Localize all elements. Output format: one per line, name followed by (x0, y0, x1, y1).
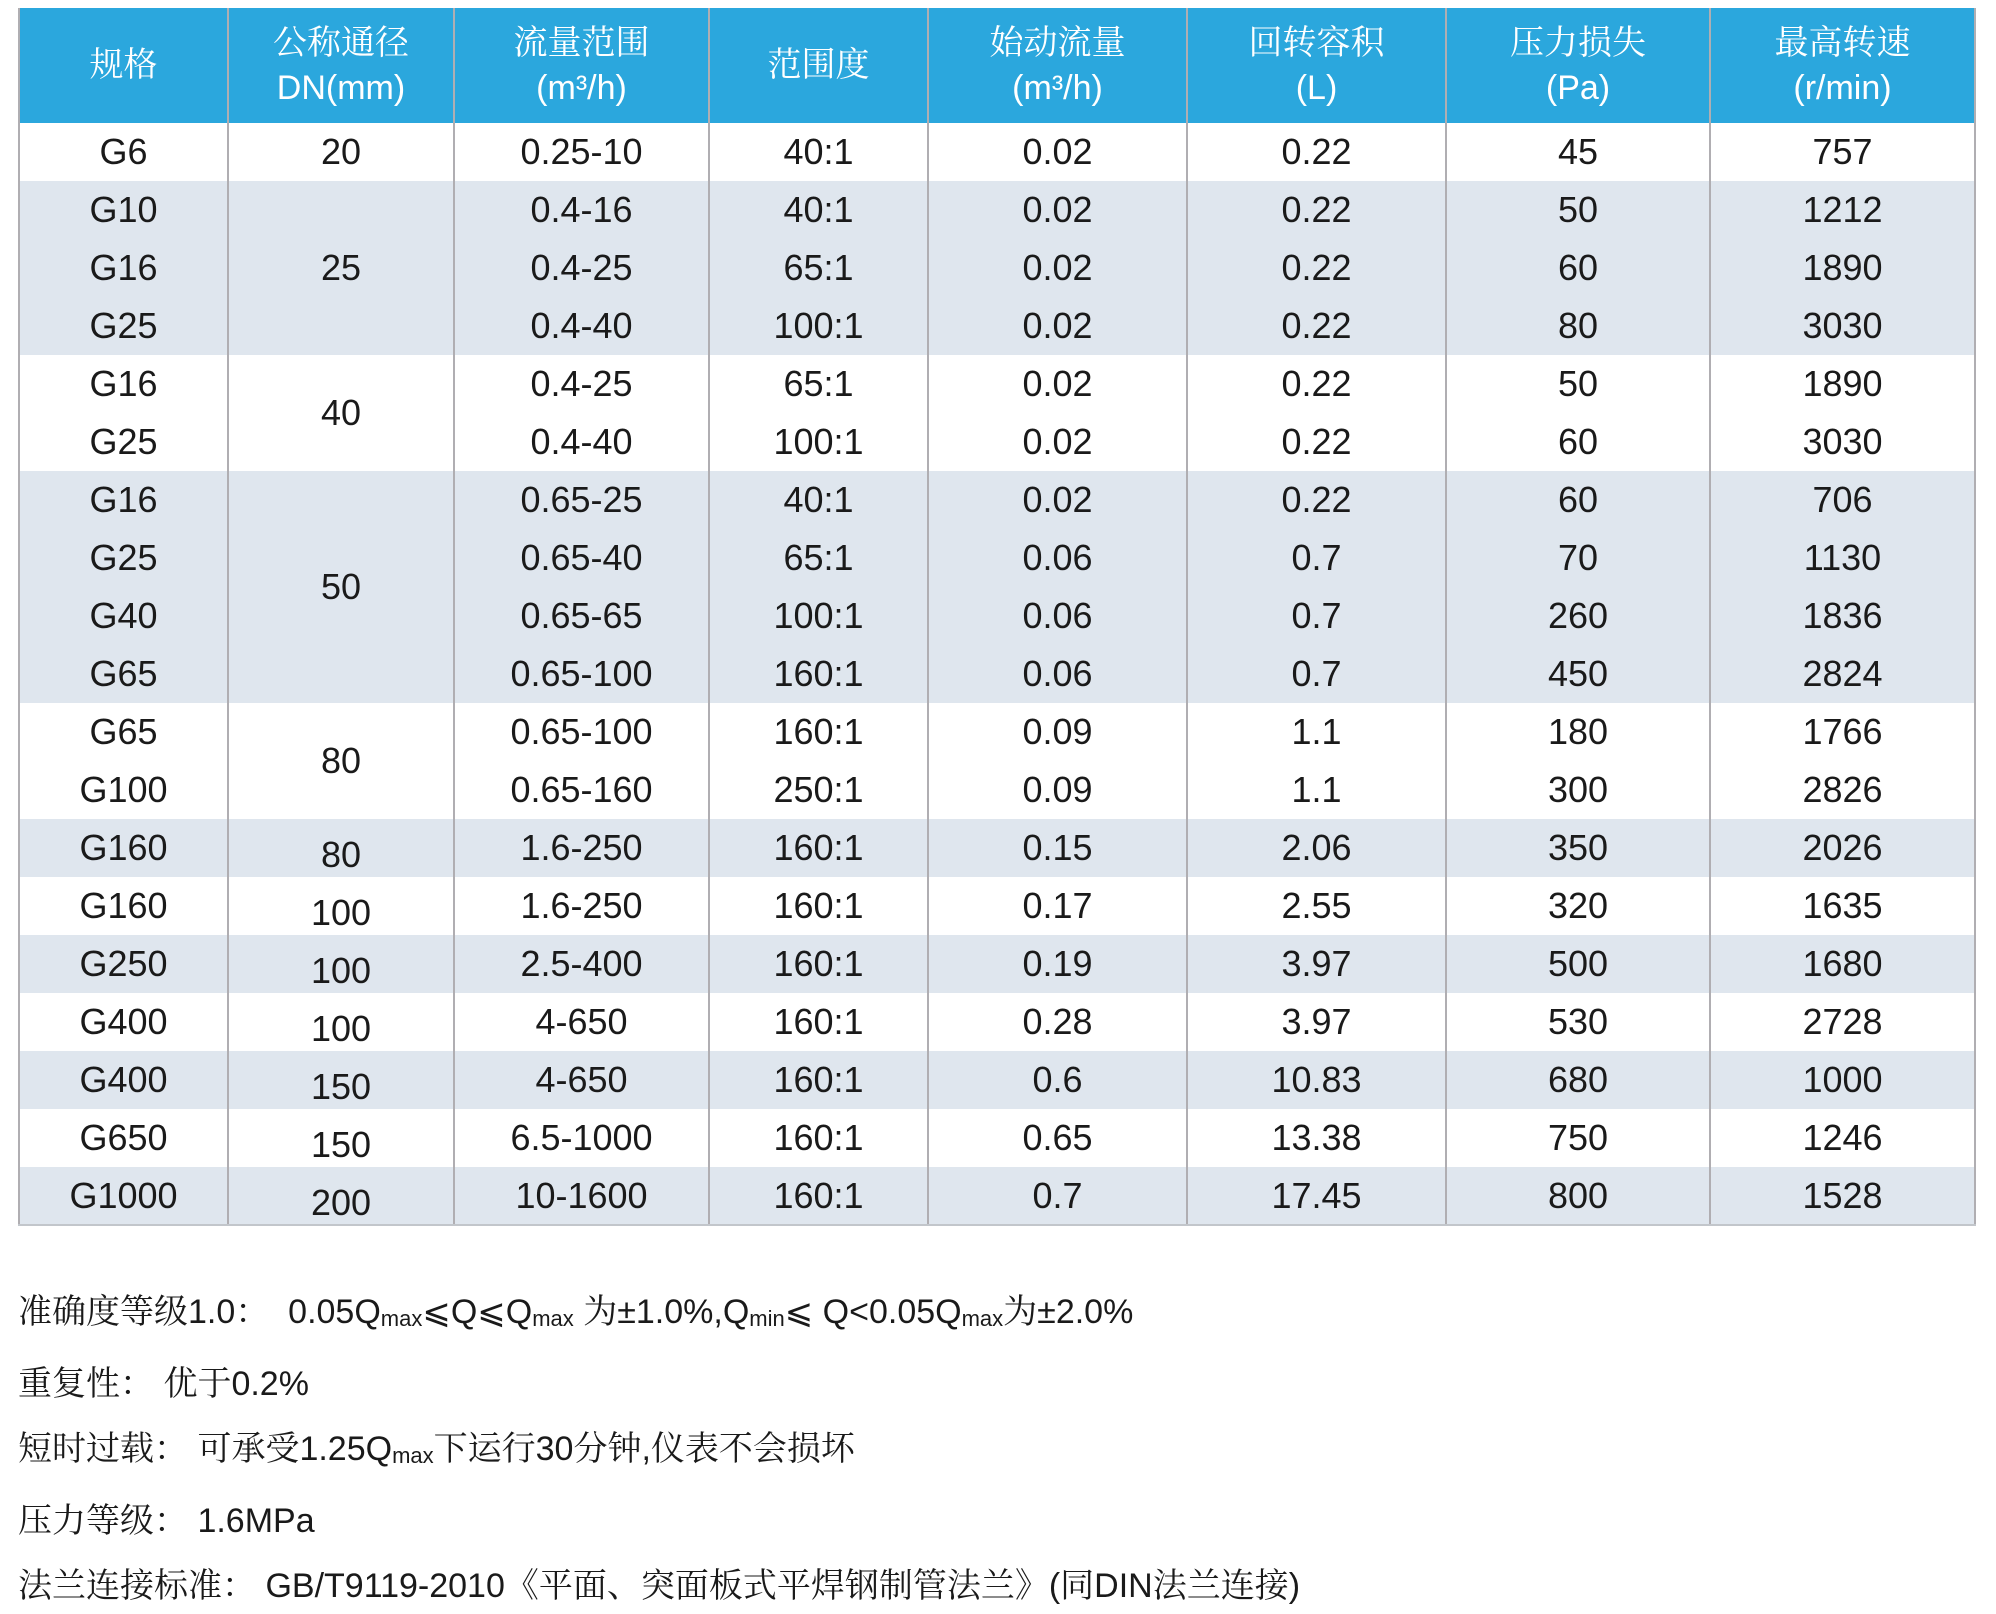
note-line: 重复性： 优于0.2% (18, 1364, 309, 1403)
cell-flow-range: 6.5-1000 (454, 1109, 709, 1167)
cell-flow-range: 0.65-40 (454, 529, 709, 587)
cell-rotary-volume: 3.97 (1187, 935, 1446, 993)
cell-pressure-loss: 50 (1446, 181, 1710, 239)
cell-rangeability: 160:1 (709, 819, 928, 877)
cell-rangeability: 160:1 (709, 877, 928, 935)
cell-rotary-volume: 0.7 (1187, 587, 1446, 645)
cell-max-speed: 1212 (1710, 181, 1975, 239)
column-header-4: 始动流量 (m³/h) (928, 8, 1187, 123)
cell-start-flow: 0.02 (928, 123, 1187, 181)
cell-spec: G100 (19, 761, 228, 819)
cell-rangeability: 40:1 (709, 471, 928, 529)
cell-start-flow: 0.06 (928, 645, 1187, 703)
column-header-2: 流量范围 (m³/h) (454, 8, 709, 123)
column-header-0: 规格 (19, 8, 228, 123)
cell-start-flow: 0.02 (928, 471, 1187, 529)
cell-pressure-loss: 800 (1446, 1167, 1710, 1225)
cell-start-flow: 0.02 (928, 239, 1187, 297)
cell-dn: 40 (228, 355, 454, 471)
cell-rangeability: 160:1 (709, 703, 928, 761)
cell-pressure-loss: 300 (1446, 761, 1710, 819)
table-body (19, 123, 1975, 1225)
cell-start-flow: 0.09 (928, 761, 1187, 819)
cell-spec: G40 (19, 587, 228, 645)
cell-pressure-loss: 320 (1446, 877, 1710, 935)
cell-spec: G25 (19, 529, 228, 587)
cell-start-flow: 0.6 (928, 1051, 1187, 1109)
cell-pressure-loss: 180 (1446, 703, 1710, 761)
cell-max-speed: 1130 (1710, 529, 1975, 587)
cell-flow-range: 0.65-65 (454, 587, 709, 645)
cell-dn: 150 (228, 1051, 454, 1109)
table-row (19, 355, 1975, 413)
cell-max-speed: 2826 (1710, 761, 1975, 819)
table-row (19, 123, 1975, 181)
cell-max-speed: 1766 (1710, 703, 1975, 761)
cell-rotary-volume: 0.22 (1187, 471, 1446, 529)
cell-max-speed: 3030 (1710, 413, 1975, 471)
cell-start-flow: 0.09 (928, 703, 1187, 761)
cell-max-speed: 3030 (1710, 297, 1975, 355)
cell-max-speed: 1000 (1710, 1051, 1975, 1109)
cell-rangeability: 100:1 (709, 297, 928, 355)
cell-spec: G25 (19, 297, 228, 355)
cell-rangeability: 160:1 (709, 1167, 928, 1225)
specs-table (18, 8, 1976, 1226)
cell-pressure-loss: 260 (1446, 587, 1710, 645)
table-row (19, 1051, 1975, 1109)
cell-spec: G400 (19, 993, 228, 1051)
cell-pressure-loss: 450 (1446, 645, 1710, 703)
cell-spec: G400 (19, 1051, 228, 1109)
cell-pressure-loss: 60 (1446, 471, 1710, 529)
table-row (19, 877, 1975, 935)
cell-rotary-volume: 1.1 (1187, 761, 1446, 819)
cell-flow-range: 0.65-160 (454, 761, 709, 819)
cell-dn: 80 (228, 819, 454, 877)
table-row (19, 181, 1975, 239)
cell-rotary-volume: 0.22 (1187, 239, 1446, 297)
cell-flow-range: 4-650 (454, 993, 709, 1051)
cell-start-flow: 0.15 (928, 819, 1187, 877)
cell-start-flow: 0.17 (928, 877, 1187, 935)
cell-pressure-loss: 680 (1446, 1051, 1710, 1109)
cell-spec: G25 (19, 413, 228, 471)
cell-rotary-volume: 0.7 (1187, 645, 1446, 703)
cell-rotary-volume: 10.83 (1187, 1051, 1446, 1109)
cell-flow-range: 0.65-25 (454, 471, 709, 529)
cell-spec: G65 (19, 703, 228, 761)
cell-spec: G250 (19, 935, 228, 993)
column-header-5: 回转容积 (L) (1187, 8, 1446, 123)
cell-pressure-loss: 530 (1446, 993, 1710, 1051)
cell-dn: 25 (228, 181, 454, 355)
note-line: 法兰连接标准： GB/T9119-2010《平面、突面板式平焊钢制管法兰》(同DIN法兰连接) (18, 1567, 1301, 1606)
cell-flow-range: 1.6-250 (454, 819, 709, 877)
cell-rangeability: 160:1 (709, 993, 928, 1051)
cell-rangeability: 160:1 (709, 935, 928, 993)
cell-spec: G1000 (19, 1167, 228, 1225)
cell-rotary-volume: 0.22 (1187, 355, 1446, 413)
table-row (19, 1109, 1975, 1167)
cell-pressure-loss: 60 (1446, 413, 1710, 471)
cell-max-speed: 2026 (1710, 819, 1975, 877)
cell-flow-range: 0.4-25 (454, 355, 709, 413)
cell-start-flow: 0.06 (928, 529, 1187, 587)
cell-rangeability: 65:1 (709, 239, 928, 297)
cell-max-speed: 1890 (1710, 355, 1975, 413)
cell-dn: 80 (228, 703, 454, 819)
table-row (19, 471, 1975, 529)
cell-start-flow: 0.02 (928, 181, 1187, 239)
cell-max-speed: 1246 (1710, 1109, 1975, 1167)
column-header-6: 压力损失 (Pa) (1446, 8, 1710, 123)
cell-rotary-volume: 17.45 (1187, 1167, 1446, 1225)
cell-max-speed: 1836 (1710, 587, 1975, 645)
cell-start-flow: 0.7 (928, 1167, 1187, 1225)
cell-pressure-loss: 70 (1446, 529, 1710, 587)
cell-rotary-volume: 0.22 (1187, 123, 1446, 181)
cell-max-speed: 1890 (1710, 239, 1975, 297)
cell-max-speed: 2824 (1710, 645, 1975, 703)
cell-rangeability: 65:1 (709, 355, 928, 413)
cell-rotary-volume: 0.7 (1187, 529, 1446, 587)
cell-rangeability: 160:1 (709, 1051, 928, 1109)
cell-pressure-loss: 45 (1446, 123, 1710, 181)
table-row (19, 935, 1975, 993)
cell-max-speed: 1635 (1710, 877, 1975, 935)
notes (18, 1280, 1978, 1614)
cell-spec: G10 (19, 181, 228, 239)
cell-flow-range: 0.65-100 (454, 645, 709, 703)
cell-spec: G16 (19, 239, 228, 297)
cell-dn: 150 (228, 1109, 454, 1167)
cell-dn: 100 (228, 877, 454, 935)
column-header-7: 最高转速 (r/min) (1710, 8, 1975, 123)
cell-flow-range: 0.4-16 (454, 181, 709, 239)
note-line: 压力等级： 1.6MPa (18, 1501, 315, 1540)
cell-rotary-volume: 2.55 (1187, 877, 1446, 935)
table-header-row (19, 8, 1975, 123)
cell-rangeability: 160:1 (709, 1109, 928, 1167)
cell-spec: G65 (19, 645, 228, 703)
cell-max-speed: 757 (1710, 123, 1975, 181)
table-row (19, 703, 1975, 761)
cell-rotary-volume: 1.1 (1187, 703, 1446, 761)
cell-flow-range: 10-1600 (454, 1167, 709, 1225)
column-header-1: 公称通径 DN(mm) (228, 8, 454, 123)
cell-flow-range: 1.6-250 (454, 877, 709, 935)
cell-flow-range: 0.4-25 (454, 239, 709, 297)
cell-rangeability: 100:1 (709, 413, 928, 471)
column-header-3: 范围度 (709, 8, 928, 123)
note-line: 准确度等级1.0： 0.05Qmax⩽Q⩽Qmax 为±1.0%,Qmin⩽ Q<0.05Qmax为±2.0% (18, 1293, 1134, 1332)
note-line: 短时过载： 可承受1.25Qmax下运行30分钟,仪表不会损坏 (18, 1430, 855, 1469)
cell-spec: G160 (19, 819, 228, 877)
cell-flow-range: 2.5-400 (454, 935, 709, 993)
cell-spec: G160 (19, 877, 228, 935)
cell-rotary-volume: 0.22 (1187, 413, 1446, 471)
cell-rangeability: 40:1 (709, 123, 928, 181)
cell-spec: G16 (19, 471, 228, 529)
cell-max-speed: 706 (1710, 471, 1975, 529)
cell-start-flow: 0.19 (928, 935, 1187, 993)
cell-flow-range: 0.4-40 (454, 413, 709, 471)
cell-pressure-loss: 750 (1446, 1109, 1710, 1167)
cell-flow-range: 0.25-10 (454, 123, 709, 181)
cell-rangeability: 250:1 (709, 761, 928, 819)
cell-start-flow: 0.06 (928, 587, 1187, 645)
cell-rangeability: 65:1 (709, 529, 928, 587)
cell-spec: G6 (19, 123, 228, 181)
cell-spec: G16 (19, 355, 228, 413)
cell-max-speed: 1528 (1710, 1167, 1975, 1225)
cell-pressure-loss: 80 (1446, 297, 1710, 355)
cell-dn: 50 (228, 471, 454, 703)
cell-pressure-loss: 50 (1446, 355, 1710, 413)
cell-dn: 200 (228, 1167, 454, 1225)
cell-rangeability: 40:1 (709, 181, 928, 239)
cell-dn: 100 (228, 993, 454, 1051)
cell-rotary-volume: 3.97 (1187, 993, 1446, 1051)
cell-start-flow: 0.65 (928, 1109, 1187, 1167)
cell-pressure-loss: 350 (1446, 819, 1710, 877)
cell-rotary-volume: 0.22 (1187, 181, 1446, 239)
cell-start-flow: 0.02 (928, 413, 1187, 471)
cell-start-flow: 0.02 (928, 355, 1187, 413)
cell-spec: G650 (19, 1109, 228, 1167)
cell-rangeability: 100:1 (709, 587, 928, 645)
table-row (19, 993, 1975, 1051)
cell-start-flow: 0.02 (928, 297, 1187, 355)
cell-rangeability: 160:1 (709, 645, 928, 703)
cell-dn: 20 (228, 123, 454, 181)
table-row (19, 1167, 1975, 1225)
cell-pressure-loss: 60 (1446, 239, 1710, 297)
cell-max-speed: 1680 (1710, 935, 1975, 993)
cell-flow-range: 0.4-40 (454, 297, 709, 355)
cell-flow-range: 4-650 (454, 1051, 709, 1109)
cell-dn: 100 (228, 935, 454, 993)
cell-flow-range: 0.65-100 (454, 703, 709, 761)
cell-max-speed: 2728 (1710, 993, 1975, 1051)
cell-pressure-loss: 500 (1446, 935, 1710, 993)
cell-rotary-volume: 13.38 (1187, 1109, 1446, 1167)
cell-start-flow: 0.28 (928, 993, 1187, 1051)
cell-rotary-volume: 2.06 (1187, 819, 1446, 877)
cell-rotary-volume: 0.22 (1187, 297, 1446, 355)
table-row (19, 819, 1975, 877)
